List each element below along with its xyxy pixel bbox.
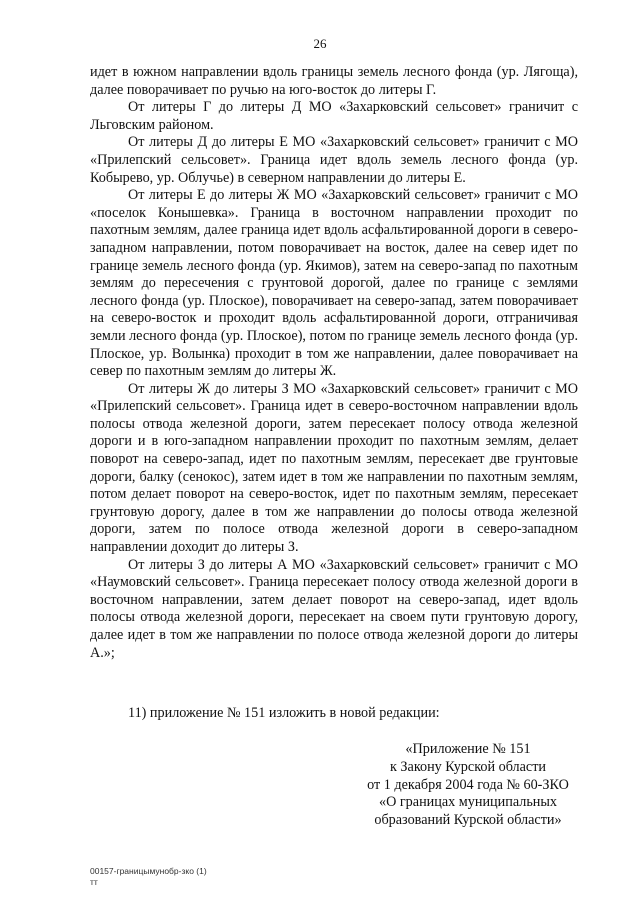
page-number: 26 [313, 36, 327, 51]
paragraph: идет в южном направлении вдоль границы земель лесного фонда (ур. Лягоща), далее поворачивает по ручью на юго-восток до литеры Г. [90, 64, 578, 98]
appendix-line: образований Курской области» [374, 812, 562, 829]
appendix-line: «Приложение № 151 [405, 741, 531, 757]
document-body [90, 64, 578, 662]
footer-initials: тт [90, 877, 98, 887]
paragraph: От литеры З до литеры А МО «Захарковский сельсовет» граничит с МО «Наумовский сельсовет». Граница пересекает полосу отвода железной дороги в восточном направлении, затем делает поворот на северо-запад, идет вдоль полосы отвода железной дороги, пересекает на своем пути грунтовую дорогу, далее идет в том же направлении по полосе отвода железной дороги до литеры А.»; [90, 556, 578, 661]
paragraph: От литеры Ж до литеры З МО «Захарковский сельсовет» граничит с МО «Прилепский сельсовет». Граница идет в северо-восточном направлении вдоль полосы отвода железной дороги, затем пересекает полосу отвода железной дороги и в юго-западном направлении проходит по пахотным землям, делает поворот на северо-запад, идет по пахотным землям, пересекает две грунтовые дороги, балку (сенокос), затем идет в том же направлении по пахотным землям, потом делает поворот на северо-восток, идет по пахотным землям, пересекает грунтовую дорогу, далее в том же направлении до полосы отвода железной дороги, затем по полосе отвода железной дороги в северо-западном направлении доходит до литеры З. [90, 380, 578, 556]
amendment-item: 11) приложение № 151 изложить в новой редакции: [128, 705, 440, 721]
paragraph: От литеры Е до литеры Ж МО «Захарковский сельсовет» граничит с МО «поселок Конышевка». Граница в восточном направлении проходит по пахотным землям, далее граница идет вдоль асфальтированной дороги в северо-западном направлении, потом поворачивает на восток, далее на север идет по границе земель лесного фонда (ур. Якимов), затем на северо-запад по пахотным землям до пересечения с грунтовой дорогой, далее по границе с землями лесного фонда (ур. Плоское), поворачивает на северо-запад, затем поворачивает на северо-восток и проходит вдоль асфальтированной дороги, отграничивая земли лесного фонда (ур. Плоское), потом по границе земель лесного фонда (ур. Плоское, ур. Волынка) проходит в том же направлении, далее поворачивает на север по пахотным землям до литеры Ж. [90, 187, 578, 380]
appendix-line: «О границах муниципальных [378, 794, 558, 811]
footer-filename: 00157-границымунобр-зко (1) [90, 866, 207, 876]
appendix-line: к Закону Курской области [389, 758, 547, 775]
paragraph: От литеры Г до литеры Д МО «Захарковский сельсовет» граничит с Льговским районом. [90, 99, 578, 133]
footer [90, 866, 207, 888]
appendix-header [330, 741, 606, 830]
appendix-line: от 1 декабря 2004 года № 60-ЗКО [367, 776, 569, 793]
paragraph: От литеры Д до литеры Е МО «Захарковский сельсовет» граничит с МО «Прилепский сельсовет». Граница идет вдоль земель лесного фонда (ур. Кобырево, ур. Облучье) в северном направлении до литеры Е. [90, 134, 578, 186]
